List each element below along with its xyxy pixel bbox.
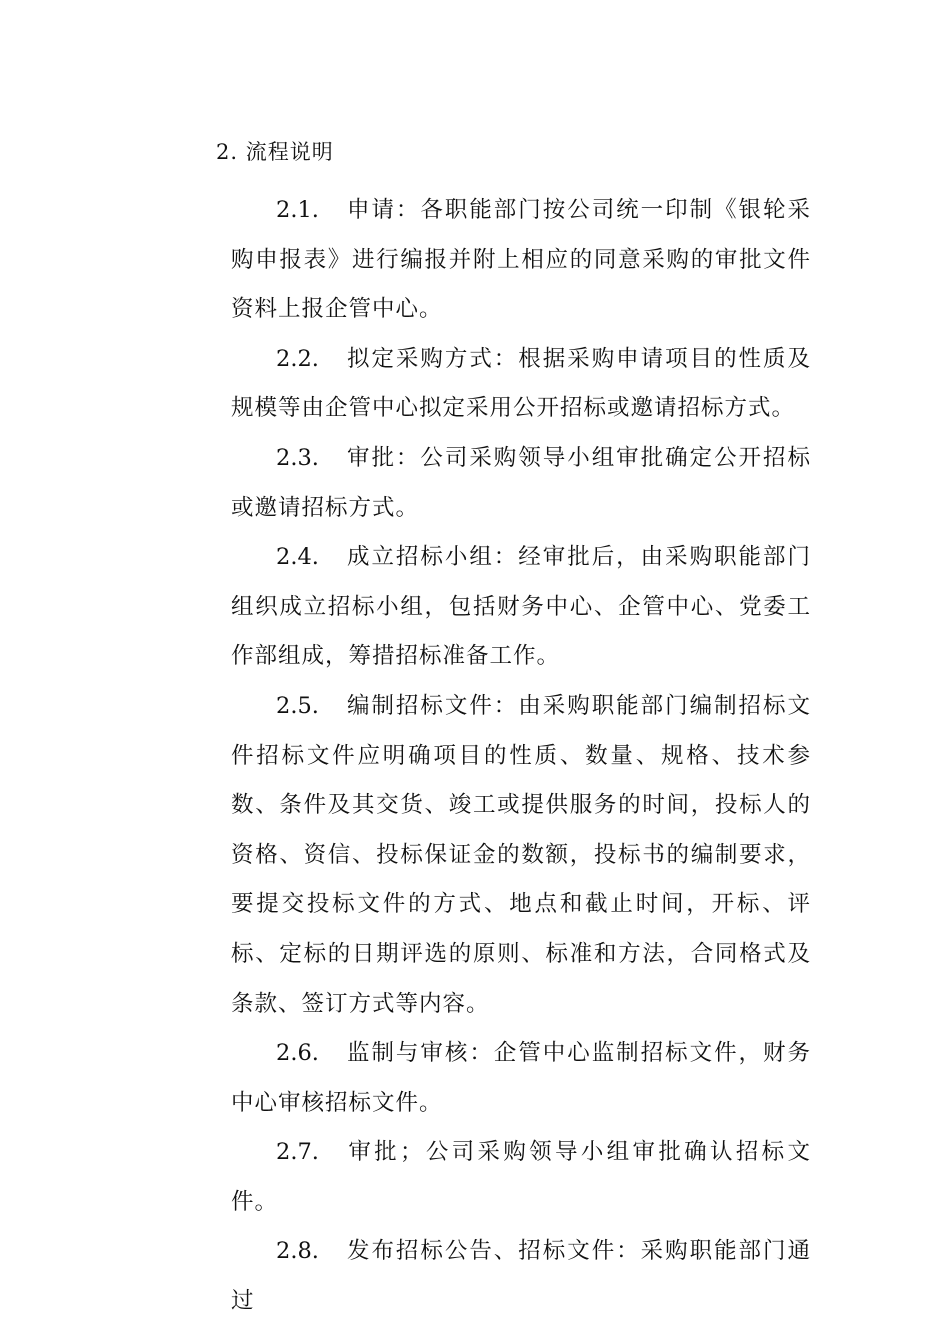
item-number: 2.5. <box>276 692 319 719</box>
item-text: 审批：公司采购领导小组审批确定公开招标或邀请招标方式。 <box>231 444 811 521</box>
item-number: 2.3. <box>276 444 319 471</box>
process-item <box>231 186 811 335</box>
process-item-list <box>231 186 811 1327</box>
process-item <box>231 335 811 434</box>
item-text: 发布招标公告、招标文件：采购职能部门通过 <box>231 1238 811 1315</box>
item-number: 2.7. <box>276 1139 319 1166</box>
section-heading: 2. 流程说明 <box>216 140 334 164</box>
item-number: 2.8. <box>276 1238 319 1265</box>
process-item <box>231 1128 811 1227</box>
item-number: 2.1. <box>276 197 319 223</box>
item-number: 2.2. <box>276 345 319 372</box>
process-item <box>231 533 811 682</box>
item-text: 成立招标小组：经审批后，由采购职能部门组织成立招标小组，包括财务中心、企管中心、党委工作部组成，筹措招标准备工作。 <box>231 544 811 670</box>
item-text: 拟定采购方式：根据采购申请项目的性质及规模等由企管中心拟定采用公开招标或邀请招标方式。 <box>231 345 811 422</box>
item-text: 监制与审核：企管中心监制招标文件，财务中心审核招标文件。 <box>231 1040 811 1116</box>
item-number: 2.6. <box>276 1040 319 1067</box>
item-text: 编制招标文件：由采购职能部门编制招标文件招标文件应明确项目的性质、数量、规格、技术参数、条件及其交货、竣工或提供服务的时间，投标人的资格、资信、投标保证金的数额，投标书的编制要求，要提交投标文件的方式、地点和截止时间，开标、评标、定标的日期评选的原则、标准和方法，合同格式及条款、签订方式等内容。 <box>231 692 811 1017</box>
process-item <box>231 1227 811 1326</box>
process-item <box>231 682 811 1029</box>
item-number: 2.4. <box>276 544 319 571</box>
item-text: 审批；公司采购领导小组审批确认招标文件。 <box>231 1139 811 1215</box>
process-item <box>231 1029 811 1128</box>
process-item <box>231 434 811 533</box>
item-text: 申请：各职能部门按公司统一印制《银轮采购申报表》进行编报并附上相应的同意采购的审批文件资料上报企管中心。 <box>231 197 811 323</box>
